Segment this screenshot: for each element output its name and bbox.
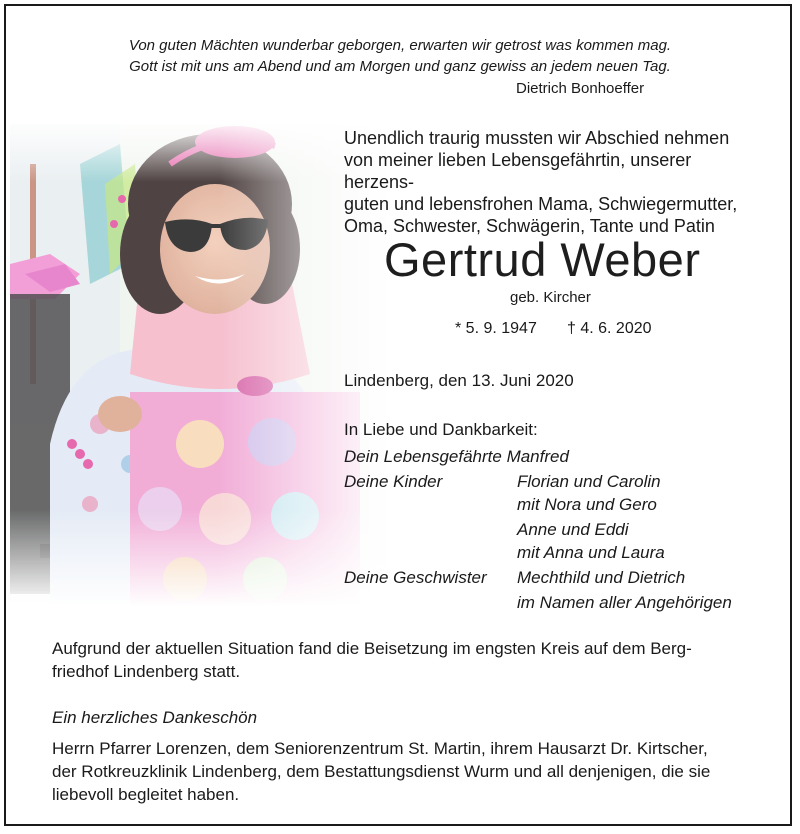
gratitude-line: In Liebe und Dankbarkeit: [344,420,538,439]
thanks-title: Ein herzliches Dankeschön [52,708,258,727]
quote-line-2: Gott ist mit uns am Abend und am Morgen und ganz gewiss an jedem neuen Tag. [129,58,671,75]
thanks-line: liebevoll begleitet haben. [52,785,240,804]
portrait-photo [10,124,390,606]
thanks-line: Herrn Pfarrer Lorenzen, dem Seniorenzentrum St. Martin, ihrem Hausarzt Dr. Kirtscher, [52,739,708,758]
notice-line: Aufgrund der aktuellen Situation fand die Beisetzung im engsten Kreis auf dem Berg- [52,639,692,658]
death-date: † 4. 6. 2020 [567,320,652,337]
children-entry: Florian und Carolin [517,472,661,491]
quote-author: Dietrich Bonhoeffer [516,80,645,97]
intro-line: Unendlich traurig mussten wir Abschied nehmen [344,128,730,148]
siblings-entry: Mechthild und Dietrich [517,568,686,587]
deceased-name: Gertrud Weber [384,233,701,286]
thanks-line: der Rotkreuzklinik Lindenberg, dem Bestattungsdienst Wurm und all denjenigen, die sie [52,762,711,781]
children-entry: mit Anna und Laura [517,543,665,562]
thanks-body [52,737,748,806]
intro-line: von meiner lieben Lebensgefährtin, unserer herzens- [344,150,692,192]
burial-notice [52,637,748,683]
siblings-label: Deine Geschwister [344,568,487,587]
children-entry: Anne und Eddi [517,520,629,539]
partner-line: Dein Lebensgefährte Manfred [344,447,569,466]
siblings-entry: im Namen aller Angehörigen [517,593,732,612]
intro-line: guten und lebensfrohen Mama, Schwiegermutter, [344,194,738,214]
quote-line-1: Von guten Mächten wunderbar geborgen, erwarten wir getrost was kommen mag. [128,37,672,54]
children-entry: mit Nora und Gero [517,495,657,514]
notice-line: friedhof Lindenberg statt. [52,662,241,681]
intro-line: Oma, Schwester, Schwägerin, Tante und Patin [344,216,715,236]
birth-date: * 5. 9. 1947 [455,320,537,337]
children-label: Deine Kinder [344,472,443,491]
place-date: Lindenberg, den 13. Juni 2020 [344,371,574,390]
intro-text [344,127,764,237]
maiden-name: geb. Kircher [510,289,591,306]
